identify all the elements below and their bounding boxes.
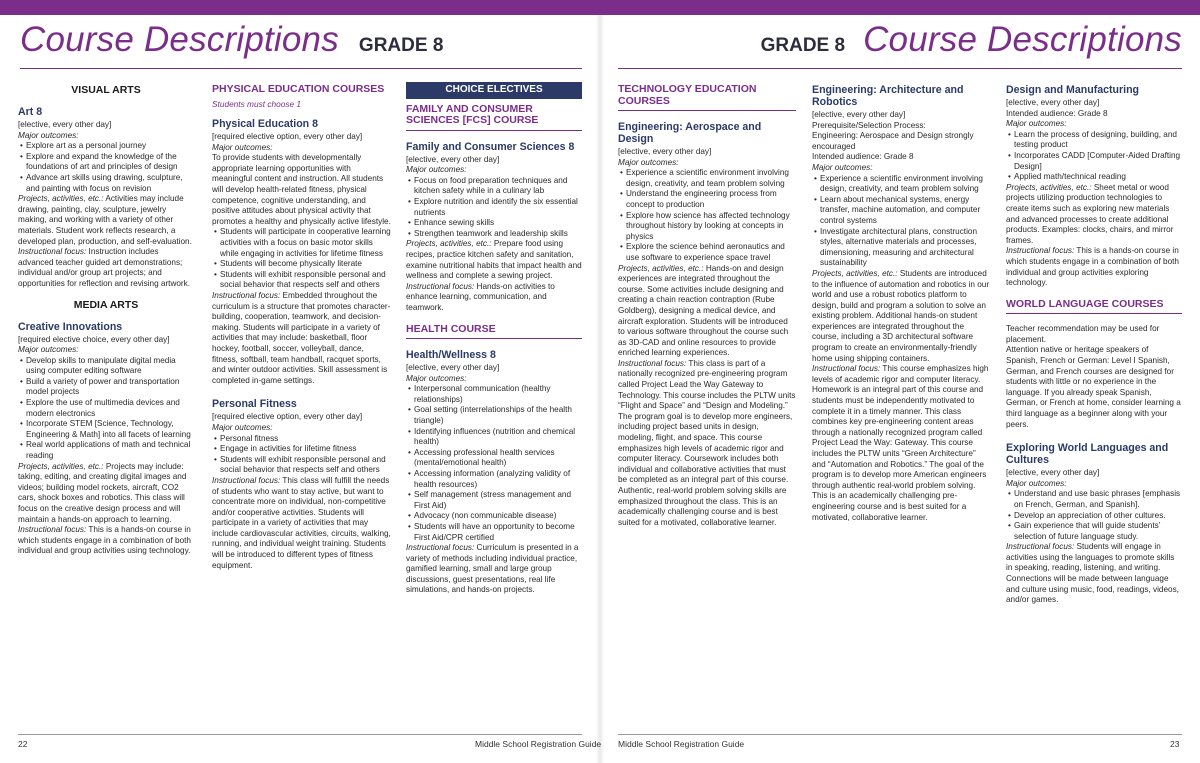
section-divider — [618, 110, 796, 111]
instructional-focus-paragraph: Instructional focus: This is a hands-on course in which students engage in a combination of both individual and group activities exploring technology. — [1006, 246, 1179, 288]
right-footer-guide: Middle School Registration Guide — [618, 739, 745, 749]
course-title-pe-8: Physical Education 8 — [212, 118, 318, 131]
bullet-item: • Explore art as a personal journey — [20, 141, 147, 151]
bullet-item: • Incorporates CADD [Computer-Aided Drafting Design] — [1008, 150, 1181, 171]
major-outcomes-label: Major outcomes: — [618, 157, 679, 167]
instructional-focus-paragraph: Instructional focus: This class is part of a nationally recognized pre-engineering program called Project Lead the Way Gateway to Technology. This course includes the PLTW units “Flight and Space” and “Design and Modeling.” The program goal is to develop more engineers, including project based units in design, modeling, flight, and space. This course emphasizes high levels of academic rigor and computer literacy. Coursework includes both individual and collaborative activities that must be completed as an integral part of this course. Authentic, real-world problem solving skills are emphasized throughout the class. This is an academically challenging course and is best suited for a motivated, collaborative learner. — [618, 358, 796, 527]
major-outcomes-label: Major outcomes: — [406, 165, 467, 175]
course-title-creative-innovations: Creative Innovations — [18, 320, 123, 333]
major-outcomes-label: Major outcomes: — [406, 373, 467, 383]
bullet-item: • Explore the science behind aeronautics and use software to experience space travel — [620, 242, 785, 262]
right-page-title — [761, 20, 1182, 66]
bullet-item: • Goal setting (interrelationships of the health triangle) — [408, 405, 572, 425]
section-heading-visual-arts: VISUAL ARTS — [71, 84, 141, 96]
bullet-item: • Experience a scientific environment involving design, creativity, and team problem solving — [620, 168, 789, 188]
section-heading-fcs: FAMILY AND CONSUMER SCIENCES [FCS] COURSE — [406, 102, 539, 127]
right-grade-label: GRADE 8 — [760, 35, 846, 56]
course-elective: [elective, every other day] — [406, 154, 500, 164]
bullet-item: • Focus on food preparation techniques and kitchen safety while in a culinary lab — [408, 175, 568, 196]
bullet-item: • Learn about mechanical systems, energy transfer, machine automation, and computer control systems — [814, 194, 981, 225]
choice-electives-banner: CHOICE ELECTIVES — [406, 82, 582, 99]
left-title-text: Course Descriptions — [20, 20, 339, 59]
column-visual-media-arts — [18, 80, 194, 557]
course-title-exploring-world-languages: Exploring World Languages and Cultures — [1006, 442, 1169, 467]
bullet-item: • Investigate architectural plans, construction styles, alternative materials and processes, dimensioning, measuring and architectural sustainability — [814, 226, 978, 268]
major-outcomes-label: Major outcomes: — [212, 422, 273, 432]
bullet-item: • Experience a scientific environment involving design, creativity, and team problem solving — [814, 173, 983, 194]
major-outcomes-label: Major outcomes: — [18, 130, 79, 140]
course-elective: [elective, every other day] — [406, 363, 500, 372]
instructional-focus-paragraph: Instructional focus: This class will fulfill the needs of students who want to stay active, but want to concentrate more on individual, non-competitive and/or cooperative activities. Students will participate in a variety of activities that may include cardiovascular activities, circuits, walking, running, and individual weight training. Students will be introduced to different types of fitness equipment. — [212, 475, 391, 570]
bullet-item: • Students will become physically literate — [214, 259, 362, 269]
course-title-architecture-robotics: Engineering: Architecture and Robotics — [812, 84, 964, 108]
projects-paragraph: Projects, activities, etc.: Activities may include drawing, painting, clay, sculpture, jewelry making, and working with a variety of other materials. Student work reflects research, a developed plan, production, and self-evaluation. — [18, 194, 192, 246]
page-spine — [596, 15, 604, 763]
course-elective: [required elective option, every other day] — [212, 132, 363, 142]
bullet-item: • Develop an appreciation of other cultures. — [1008, 510, 1166, 520]
bullet-item: • Accessing information (analyzing validity of health resources) — [408, 468, 571, 489]
major-outcomes-label: Major outcomes: — [212, 142, 273, 152]
prerequisite-text: Engineering: Aerospace and Design strongly encouraged — [812, 131, 974, 151]
bullet-item: • Understand and use basic phrases [emphasis on French, German, and Spanish]. — [1008, 489, 1181, 509]
bullet-item: • Strengthen teamwork and leadership skills — [408, 228, 568, 238]
instructional-focus-paragraph: Instructional focus: This is a hands-on course in which students engage in a combination of both individual and group activities using technology. — [18, 525, 191, 556]
left-page-number: 22 — [18, 739, 28, 749]
course-title-personal-fitness: Personal Fitness — [212, 398, 297, 411]
bullet-item: • Understand the engineering process from concept to production — [620, 189, 777, 209]
right-title-text: Course Descriptions — [863, 20, 1182, 59]
bullet-item: • Develop skills to manipulate digital media using computer editing software — [20, 355, 176, 376]
column-physical-education — [212, 80, 392, 571]
instructional-focus-paragraph: Instructional focus: This course emphasizes high levels of academic rigor and computer literacy. Homework is an integral part of this course and students must be independently motivated to complete it in a timely manner. This class combines key pre-engineering content areas through a nationally recognized program called Project Lead the Way: Gateway. This course includes the PLTW units “Green Architecture” and “Automation and Robotics.” The goal of the program is to develop more American engineers through authentic real-world problem solving. This is an academically challenging pre-engineering course and is best suited for a motivated, collaborative learner. — [812, 364, 989, 522]
projects-paragraph: Projects, activities, etc.: Hands-on and design experiences are integrated throughout the course. Some activities include designing and creating a chain reaction contraption (Rube Goldberg), designing a medical device, and aircraft exploration. Students will be introduced to various software throughout the course such as 3D-CAD and online resources to provide enriched learning experiences. — [618, 263, 789, 358]
world-language-native-speakers: Attention native or heritage speakers of Spanish, French or German: Level I Spanish, German, and French courses are designed for students with little or no experience in the language. If you already speak Spanish, German, or French at home, consider learning a third language as a beginner along with your peers. — [1006, 345, 1181, 429]
course-title-fcs-8: Family and Consumer Sciences 8 — [406, 140, 575, 153]
column-design-world-language — [1006, 80, 1182, 606]
section-heading-pe-courses: PHYSICAL EDUCATION COURSES — [212, 83, 385, 95]
right-page-number: 23 — [1170, 739, 1180, 749]
left-page-title — [20, 20, 443, 66]
instructional-focus-paragraph: Instructional focus: Hands-on activities to enhance learning, communication, and teamwork. — [406, 281, 555, 312]
section-heading-technology: TECHNOLOGY EDUCATION COURSES — [618, 83, 757, 107]
bullet-item: • Students will have an opportunity to become First Aid/CPR certified — [408, 521, 575, 542]
bullet-item: • Gain experience that will guide students’ selection of future language study. — [1008, 521, 1161, 541]
projects-paragraph: Projects, activities, etc.: Students are introduced to the influence of automation and robotics in our world and use a robust robotics platform to design, build and program a solution to solve an existing problem. Additional hands-on student experiences are integrated throughout the course, including a 3D architectural software program to create an environmentally-friendly home using shipping containers. — [812, 268, 990, 363]
bullet-item: • Advance art skills using drawing, sculpture, and painting with focus on revision — [20, 172, 183, 193]
section-divider — [406, 338, 582, 339]
bullet-item: • Personal fitness — [214, 433, 279, 443]
bullet-item: • Explore the use of multimedia devices and modern electronics — [20, 398, 180, 418]
bullet-item: • Explore nutrition and identify the six essential nutrients — [408, 196, 578, 217]
major-outcomes-label: Major outcomes: — [812, 162, 873, 172]
major-outcomes-label: Major outcomes: — [1006, 119, 1067, 129]
instructional-focus-paragraph: Instructional focus: Embedded throughout the curriculum is a structure that promotes character-building, cooperation, teamwork, and decision-making. Students will participate in a variety of activities that may include: basketball, floor hockey, football, soccer, volleyball, dance, fitness, softball, team handball, racquet sports, and winter outdoor activities. Skill assessment is completed in-game settings. — [212, 291, 391, 385]
course-title-health-wellness-8: Health/Wellness 8 — [406, 349, 496, 361]
world-language-placement: Teacher recommendation may be used for placement. — [1006, 324, 1160, 344]
instructional-focus-paragraph: Instructional focus: Curriculum is presented in a variety of methods including individual practice, gamified learning, small and large group discussions, guest presentations, real life simulations, and hands-on projects. — [406, 543, 579, 595]
prerequisite-label: Prerequisite/Selection Process: — [812, 120, 926, 130]
bullet-item: • Interpersonal communication (healthy relationships) — [408, 384, 551, 404]
course-elective: [elective, every other day] — [1006, 468, 1100, 478]
bullet-item: • Incorporate STEM [Science, Technology, Engineering & Math] into all facets of learning — [20, 419, 191, 439]
bullet-item: • Engage in activities for lifetime fitness — [214, 444, 357, 454]
left-grade-label: GRADE 8 — [358, 35, 444, 56]
left-footer-rule — [18, 734, 582, 735]
bullet-item: • Explore how science has affected technology throughout history by looking at concepts in physics — [620, 210, 790, 241]
bullet-item: • Real world applications of math and technical reading — [20, 440, 191, 461]
intended-audience: Intended audience: Grade 8 — [1006, 108, 1108, 118]
instructional-focus-paragraph: Instructional focus: Instruction includes advanced teacher guided art demonstrations; individual and/or group art projects; and opportunities for reflection and revising artwork. — [18, 247, 191, 288]
bullet-item: • Enhance sewing skills — [408, 218, 495, 228]
bullet-item: • Students will participate in cooperative learning activities with a focus on basic motor skills while engaging in activities for lifetime fitness — [214, 227, 391, 258]
bullet-item: • Learn the process of designing, building, and testing product — [1008, 129, 1177, 150]
projects-paragraph: Projects, activities, etc.: Projects may include: taking, editing, and creating digital images and videos; building model rockets, aircraft, CO2 cars, shock boxes and robotics. This class will focus on the creative design process and will maintain a hands-on approach to learning. — [18, 461, 187, 524]
course-elective: [elective, every other day] — [812, 110, 906, 119]
course-title-design-manufacturing: Design and Manufacturing — [1006, 84, 1140, 96]
bullet-item: • Explore and expand the knowledge of the foundations of art and principles of design — [20, 151, 178, 172]
course-elective: [elective, every other day] — [618, 147, 712, 156]
instructional-focus-paragraph: Instructional focus: Students will engage in activities using the languages to promote skills in speaking, reading, listening, and writing. Connections will be made between language and culture using music, food, readings, videos, and/or games. — [1006, 542, 1179, 605]
course-elective: [required elective option, every other day] — [212, 412, 363, 422]
left-footer-guide: Middle School Registration Guide — [475, 739, 602, 749]
section-divider — [1006, 313, 1182, 314]
left-title-rule — [20, 68, 582, 69]
bullet-item: • Accessing professional health services (mental/emotional health) — [408, 447, 555, 468]
bullet-item: • Students will exhibit responsible personal and social behavior that respects self and others — [214, 269, 386, 290]
course-title-aerospace-design: Engineering: Aerospace and Design — [618, 121, 762, 145]
top-color-bar — [0, 0, 1200, 15]
bullet-item: • Identifying influences (nutrition and chemical health) — [408, 426, 576, 447]
section-heading-world-language: WORLD LANGUAGE COURSES — [1006, 297, 1164, 310]
right-footer-rule — [618, 734, 1182, 735]
pe-description: To provide students with developmentally appropriate learning opportunities with meaningful content and instruction. All students will develop health-related fitness, physical competence, cognitive understanding, and positive attitudes about physical activity that promotes a healthy and physically active lifestyle. — [212, 153, 391, 226]
section-divider — [406, 130, 582, 131]
column-technology-education — [618, 80, 796, 528]
course-elective: [elective, every other day] — [1006, 98, 1100, 107]
section-heading-media-arts: MEDIA ARTS — [73, 298, 139, 311]
course-elective: [required elective choice, every other day] — [18, 334, 170, 344]
column-choice-electives — [406, 76, 582, 596]
course-elective: [elective, every other day] — [18, 120, 112, 129]
bullet-item: • Advocacy (non communicable disease) — [408, 511, 557, 521]
projects-paragraph: Projects, activities, etc.: Sheet metal or wood projects utilizing production technologies to create items such as exploring new materials and advanced processes to create additional products. Examples: clocks, chairs, and mirror frames. — [1006, 182, 1174, 245]
major-outcomes-label: Major outcomes: — [18, 345, 79, 355]
bullet-item: • Build a variety of power and transportation model projects — [20, 376, 180, 397]
projects-paragraph: Projects, activities, etc.: Prepare food using recipes, practice kitchen safety and sanitation, examine nutritional habits that impact health and wellness and complete a sewing project. — [406, 239, 582, 281]
column-architecture-robotics — [812, 80, 990, 523]
bullet-item: • Self management (stress management and First Aid) — [408, 490, 572, 510]
bullet-item: • Applied math/technical reading — [1008, 172, 1126, 182]
intended-audience: Intended audience: Grade 8 — [812, 152, 914, 162]
major-outcomes-label: Major outcomes: — [1006, 478, 1067, 488]
course-title-art-8: Art 8 — [18, 106, 43, 118]
right-title-rule — [618, 68, 1182, 69]
section-heading-health: HEALTH COURSE — [406, 322, 496, 335]
bullet-item: • Students will exhibit responsible personal and social behavior that respects self and others — [214, 454, 386, 475]
pe-choose-note: Students must choose 1 — [212, 98, 302, 109]
